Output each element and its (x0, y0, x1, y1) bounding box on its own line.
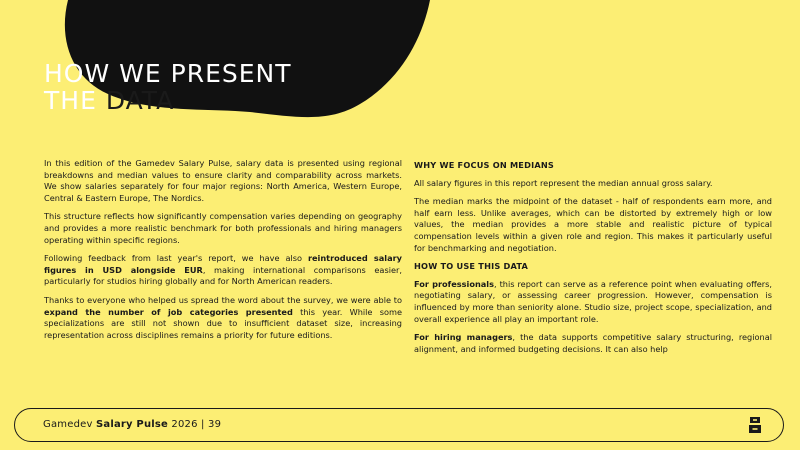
page-number: 2026 | 39 (168, 419, 222, 430)
footer-bar (14, 408, 784, 442)
hiring-managers-paragraph: For hiring managers, the data supports competitive salary structuring, regional alignment, and informed budgeting decisions. It can also help (414, 332, 773, 354)
title-line1-part1: HOW (44, 59, 120, 88)
usd-paragraph: Following feedback from last year's report, we have also reintroduced salary figures in USD alongside EUR, making international comparisons easier, particularly for studios hiring globally and for North American readers. (44, 253, 402, 287)
intro-paragraph: In this edition of the Gamedev Salary Pulse, salary data is presented using regional breakdowns and median values to ensure clarity and comparability across markets. We show salaries separately for four major regions: North America, Western Europe, Central & Eastern Europe, The Nordics. (44, 158, 402, 203)
usage-heading: HOW TO USE THIS DATA (414, 261, 529, 272)
left-column (44, 158, 402, 348)
usd-highlight: reintroduced salary figures in USD alongside EUR (44, 253, 402, 275)
title-line2-part2: DATA (105, 86, 175, 115)
categories-paragraph: Thanks to everyone who helped us spread the word about the survey, we were able to expand the number of job categories presented this year. While some specializations are still not shown due to insufficient dataset size, increasing representation across disciplines remains a priority for future editions. (44, 294, 402, 340)
title-line1-part2: WE PRESENT (119, 59, 292, 88)
page-title (44, 60, 292, 114)
professionals-paragraph: For professionals, this report can serve as a reference point when evaluating offers, negotiating salary, or assessing career progression. However, compensation is influenced by more than seniority alone. Studio size, project scope, specialization, and overall experience all play an important role. (414, 278, 773, 324)
title-line2-part1: THE (44, 86, 106, 115)
medians-heading: WHY WE FOCUS ON MEDIANS (414, 160, 555, 170)
medians-paragraph-2: The median marks the midpoint of the dataset - half of respondents earn more, and half earn less. Unlike averages, which can be distorted by extremely high or low values, the median provides a more stable and realistic picture of typical compensation levels within a given role and region. This makes it particularly useful for benchmarking and negotiation. (414, 196, 772, 253)
structure-paragraph: This structure reflects how significantly compensation varies depending on geography and provides a more realistic benchmark for both professionals and hiring managers operating within specific regions. (44, 211, 402, 245)
categories-highlight: expand the number of job categories presented (44, 306, 293, 317)
right-column (414, 158, 772, 362)
footer-label: Gamedev Salary Pulse 2026 | 39 (43, 419, 222, 430)
logo-icon (747, 416, 763, 434)
medians-paragraph-1: All salary figures in this report represent the median annual gross salary. (414, 177, 713, 188)
